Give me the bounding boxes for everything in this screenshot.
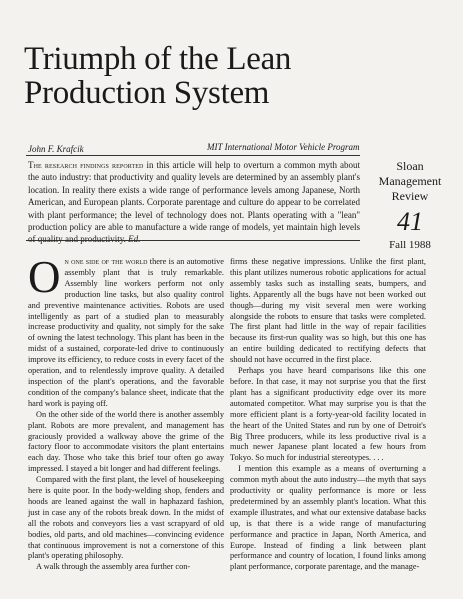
body-column-left [28, 252, 224, 573]
author-byline: John F. Krafcik [28, 144, 84, 154]
abstract-top-rule [26, 155, 360, 156]
paragraph-7: I mention this example as a means of overturning a common myth about the auto industry—the myth that says productivity or quality performance is more or less predetermined by an assembly plant's location. What this example illustrates, and what our extensive database backs up, is that there is a wide range of manufacturing performance and practice in Japan, North America, and Europe. Instead of finding a link between plant performance and country of location, I found links among plant performance, corporate parentage, and the manage- [230, 464, 426, 572]
title-line-2: Production System [24, 75, 270, 112]
paragraph-1 [28, 252, 224, 410]
abstract-body: in this article will help to overturn a common myth about the auto industry: that productivity and quality levels are determined by an assembly plant's location. In reality there exists a wide range of performance levels among Japanese, North American, and European plants. Corporate parentage and culture do appear to be correlated with plant performance; the level of technology does not. Plants operating with a "lean" production policy are able to manufacture a wide range of models, yet maintain high levels [28, 160, 360, 233]
paragraph-5: firms these negative impressions. Unlike the first plant, this plant utilizes numerous robotic applications for actual assembly tasks such as installing seats, bumpers, and lights. Apparently all the bugs have not been worked out though—during my visit several men were working alongside the robots to ensure that tasks were completed. The first plant had little in the way of repair facilities because its first-run quality was so high, but this one has an entire building dedicated to rectifying defects that should not have occurred in the first place. [230, 257, 426, 365]
abstract-text [28, 159, 360, 246]
paragraph-4: A walk through the assembly area further con- [36, 562, 191, 572]
masthead-line-1: Sloan [396, 159, 424, 173]
paragraph-6: Perhaps you have heard comparisons like this one before. In that case, it may not surprise you that the first plant has a significant productivity edge over its more automated competitor. What may surprise you is that the more efficient plant is a forty-year-old facility located in the heart of the United States and run by one of Detroit's Big Three producers, while its less productive rival is a much newer Japanese plant located a few hours from Tokyo. So much for industrial stereotypes. . . . [230, 366, 426, 463]
title-line-1: Triumph of the Lean [24, 41, 292, 78]
masthead-line-2: Management [378, 174, 442, 188]
masthead-line-3: Review [391, 189, 429, 203]
body-column-right [230, 257, 426, 573]
paragraph-3: Compared with the first plant, the level of housekeeping here is quite poor. In the body-welding shop, fenders and hoods are leaned against the wall in haphazard fashion, just in case any of the robots break down. In the midst of all the robots and conveyors lies a vast scrapyard of old bodies, old parts, and old machines—convincing evidence that continuous improvement is not a cornerstone of this plant's operating philosophy. [28, 475, 224, 561]
abstract-bottom-rule [26, 240, 360, 241]
issue-date: Fall 1988 [389, 239, 431, 251]
paragraph-1-text: there is an automotive assembly plant that is truly remarkable. Assembly line workers perform not only production line tasks, but also quality control and preventive maintenance activities. Robots are used intelligently as part of a studied plan to measurably increase productivity and quality, not simply for the sake of owning the latest technology. This plant has been in the midst of a sustained, corporate-led drive to continuously improve its efficiency, to reduce costs in every facet of the operation, and to relentlessly improve quality. A detailed inspection of the plant's operations, and the favorable condition of the company's balance sheet, indicate that the hard work is paying off. [28, 257, 224, 408]
lead-in-caps: n one side of the world [64, 257, 148, 266]
issue-number: 41 [397, 207, 423, 236]
program-name: MIT International Motor Vehicle Program [207, 142, 360, 152]
drop-cap: O [28, 252, 61, 302]
article-title [24, 42, 314, 110]
abstract-lead: The research findings reported [28, 160, 144, 170]
journal-masthead [375, 159, 445, 253]
paragraph-2: On the other side of the world there is another assembly plant. Robots are more prevalent, and management has graciously provided a walkway above the grime of the factory floor to accommodate visitors the plant entertains each day. Those who take this brief tour often go away impressed. I stayed a bit longer and had different feelings. [28, 409, 224, 474]
